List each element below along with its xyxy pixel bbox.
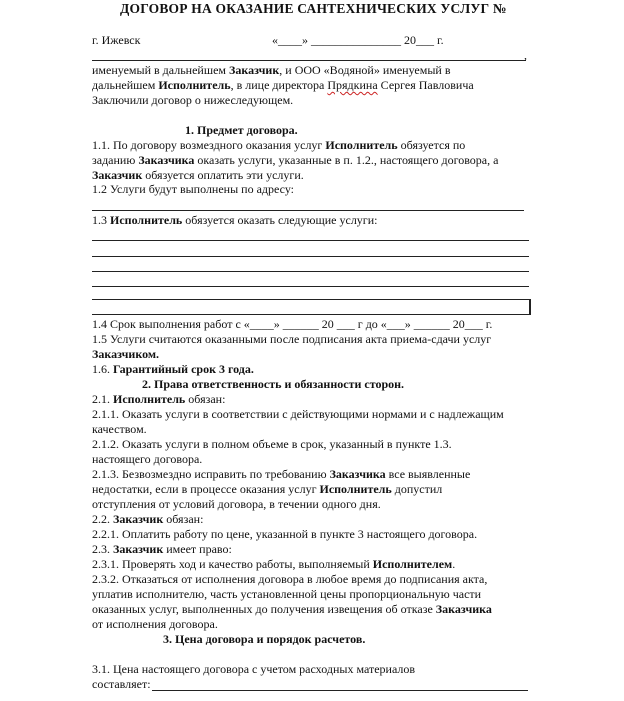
- clause-2-1: 2.1. Исполнитель обязан:: [92, 392, 226, 406]
- clause-2-3-2-line-2: уплатив исполнителю, часть установленной цены пропорциональную части: [92, 587, 482, 601]
- clause-1-1-line-3: Заказчик обязуется оплатить эти услуги.: [92, 168, 304, 182]
- clause-2-1-1-line-1: 2.1.1. Оказать услуги в соответствии с действующими нормами и с надлежащим: [92, 407, 504, 421]
- clause-1-2: 1.2 Услуги будут выполнены по адресу:: [92, 182, 294, 196]
- clause-2-3-1: 2.3.1. Проверять ход и качество работы, выполняемый Исполнителем.: [92, 557, 456, 571]
- section-2-heading: 2. Права ответственность и обязанности сторон.: [142, 377, 405, 391]
- clause-1-5-line-2: Заказчиком.: [92, 347, 160, 361]
- clause-2-3-2-line-1: 2.3.2. Отказаться от исполнения договора в любое время до подписания акта,: [92, 572, 488, 586]
- section-1-heading: 1. Предмет договора.: [185, 123, 298, 137]
- clause-1-1-line-2: заданию Заказчика оказать услуги, указанные в п. 1.2., настоящего договора, а: [92, 153, 499, 167]
- clause-2-1-2-line-1: 2.1.2. Оказать услуги в полном объеме в срок, указанный в пункте 1.3.: [92, 437, 452, 451]
- clause-1-1-line-1: 1.1. По договору возмездного оказания услуг Исполнитель обязуется по: [92, 138, 466, 152]
- clause-2-3-2-line-3: оказанных услуг, выполненных до получения извещения об отказе Заказчика: [92, 602, 492, 616]
- clause-2-2-1: 2.2.1. Оплатить работу по цене, указанной в пункте 3 настоящего договора.: [92, 527, 478, 541]
- services-line-2: [92, 256, 529, 257]
- document-title: ДОГОВОР НА ОКАЗАНИЕ САНТЕХНИЧЕСКИХ УСЛУГ №: [120, 1, 507, 16]
- contract-date-line: «____» _______________ 20___ г.: [272, 33, 444, 47]
- clause-3-1-line-1: 3.1. Цена настоящего договора с учетом расходных материалов: [92, 662, 416, 676]
- address-line: [92, 210, 524, 211]
- party-name-line: [92, 60, 526, 61]
- services-line-3: [92, 271, 529, 272]
- clause-1-6: 1.6. Гарантийный срок 3 года.: [92, 362, 254, 376]
- clause-1-5-line-1: 1.5 Услуги считаются оказанными после подписания акта приема-сдачи услуг: [92, 332, 492, 346]
- clause-2-1-3-line-1: 2.1.3. Безвозмездно исправить по требованию Заказчика все выявленные: [92, 467, 471, 481]
- comma: ,: [524, 48, 527, 62]
- preamble-line-2: дальнейшем Исполнитель, в лице директора Прядкина Сергея Павловича: [92, 78, 474, 92]
- clause-2-1-3-line-3: отступления от условий договора, в течении одного дня.: [92, 497, 381, 511]
- services-line-4: [92, 286, 529, 287]
- clause-1-3: 1.3 Исполнитель обязуется оказать следующие услуги:: [92, 213, 378, 227]
- clause-2-1-3-line-2: недостатки, если в процессе оказания услуг Исполнитель допустил: [92, 482, 443, 496]
- clause-1-4: 1.4 Срок выполнения работ с «____» ______ 20 ___ г до «___» ______ 20___ г.: [92, 317, 493, 331]
- section-3-heading: 3. Цена договора и порядок расчетов.: [163, 632, 366, 646]
- services-line-1: [92, 240, 529, 241]
- price-line: [152, 690, 528, 691]
- clause-2-3: 2.3. Заказчик имеет право:: [92, 542, 232, 556]
- preamble-line-1: именуемый в дальнейшем Заказчик, и ООО «Водяной» именуемый в: [92, 63, 451, 77]
- clause-3-1-line-2: составляет:: [92, 677, 151, 691]
- services-line-5: [92, 299, 531, 315]
- clause-2-2: 2.2. Заказчик обязан:: [92, 512, 204, 526]
- clause-2-1-2-line-2: настоящего договора.: [92, 452, 203, 466]
- city: г. Ижевск: [92, 33, 141, 47]
- clause-2-1-1-line-2: качеством.: [92, 422, 147, 436]
- clause-2-3-2-line-4: от исполнения договора.: [92, 617, 218, 631]
- preamble-line-3: Заключили договор о нижеследующем.: [92, 93, 294, 107]
